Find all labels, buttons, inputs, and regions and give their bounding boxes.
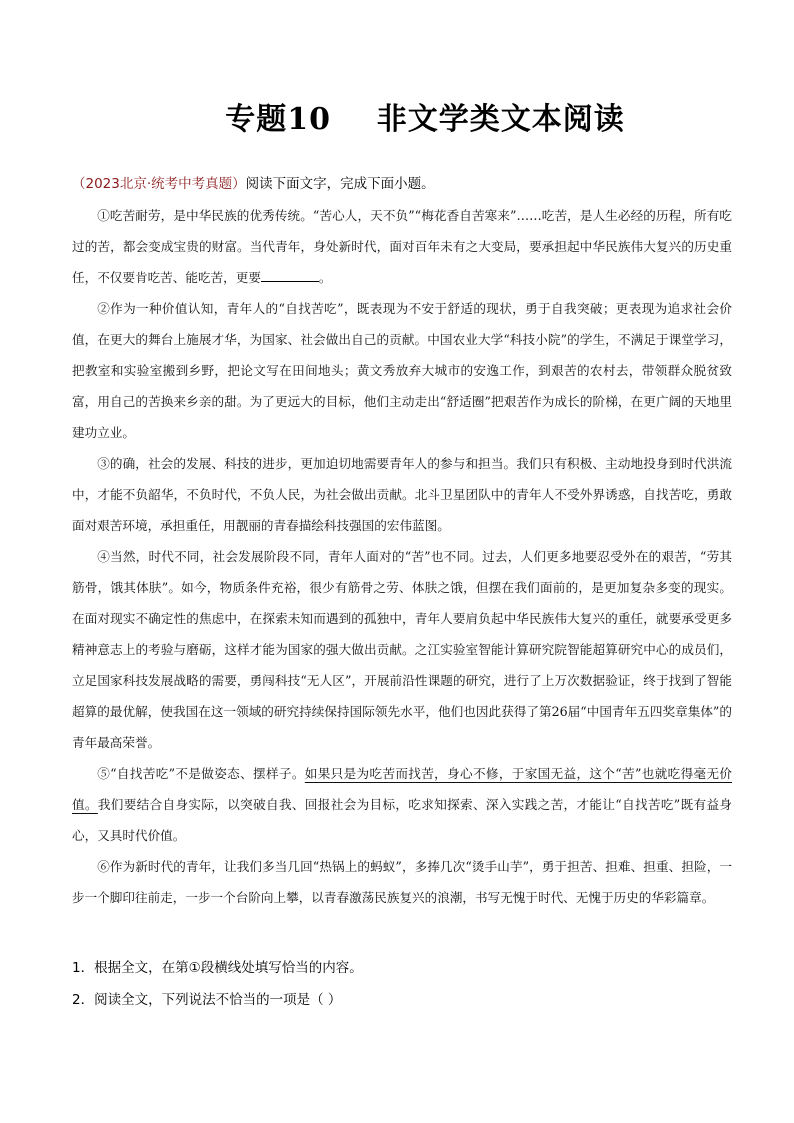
paragraph-3: ③的确，社会的发展、科技的进步，更加迫切地需要青年人的参与和担当。我们只有积极、主动地投身到时代洪流中，才能不负韶华，不负时代，不负人民，为社会做出贡献。北斗卫星团队中的青年人不受外界诱惑，自找苦吃，勇敢面对艰苦环境，承担重任，用靓丽的青春描绘科技强国的宏伟蓝图。: [72, 456, 732, 533]
paragraph-5: [72, 758, 732, 851]
instruction-text: 阅读下面文字，完成下面小题。: [245, 176, 435, 192]
question-2: 2．阅读全文，下列说法不恰当的一项是（ ）: [72, 992, 342, 1008]
question-1: 1．根据全文，在第①段横线处填写恰当的内容。: [72, 960, 363, 976]
fill-blank: [261, 267, 319, 282]
underlined-sentence: 如果只是为吃苦而找苦，身心不修，于家国无益，这个“苦”也就吃得毫无价值。: [72, 766, 732, 812]
paragraph-2: ②作为一种价值认知，青年人的“自找苦吃”，既表现为不安于舒适的现状，勇于自我突破；更表现为追求社会价值，在更大的舞台上施展才华，为国家、社会做出自己的贡献。中国农业大学“科技小院”的学生，不满足于课堂学习，把教室和实验室搬到乡野，把论文写在田间地头；黄文秀放弃大城市的安逸工作，到艰苦的农村去，带领群众脱贫致富，用自己的苦换来乡亲的甜。为了更远大的目标，他们主动走出“舒适圈”把艰苦作为成长的阶梯，在更广阔的天地里建功立业。: [72, 301, 732, 440]
passage-body: [72, 200, 732, 913]
paragraph-1-text: ①吃苦耐劳，是中华民族的优秀传统。“苦心人，天不负”“梅花香自苦寒来”……吃苦，是人生必经的历程，所有吃过的苦，都会变成宝贵的财富。当代青年，身处新时代，面对百年未有之大变局，要承担起中华民族伟大复兴的历史重任，不仅要肯吃苦、能吃苦，更要: [72, 208, 732, 285]
paragraph-1-end: 。: [318, 270, 332, 285]
paragraph-4: ④当然，时代不同，社会发展阶段不同，青年人面对的“苦”也不同。过去，人们更多地要忍受外在的艰苦，“劳其筋骨，饿其体肤”。如今，物质条件充裕，很少有筋骨之劳、体肤之饿，但摆在我们面前的，是更加复杂多变的现实。在面对现实不确定性的焦虑中，在探索未知而遇到的孤独中，青年人要肩负起中华民族伟大复兴的重任，就要承受更多精神意志上的考验与磨砺，这样才能为国家的强大做出贡献。之江实验室智能计算研究院智能超算研究中心的成员们，立足国家科技发展战略的需要，勇闯科技“无人区”，开展前沿性课题的研究，进行了上万次数据验证，终于找到了智能超算的最优解，使我国在这一领域的研究持续保持国际领先水平，他们也因此获得了第26届“中国青年五四奖章集体”的青年最高荣誉。: [72, 549, 732, 750]
paragraph-5-text: ⑤“自找苦吃”不是做姿态、摆样子。: [97, 766, 305, 781]
paragraph-1: [72, 200, 732, 293]
question-intro: [72, 172, 732, 192]
source-label: （2023北京·统考中考真题）: [72, 176, 246, 192]
page-title: 专题10 非文学类文本阅读: [225, 102, 625, 137]
paragraph-6: ⑥作为新时代的青年，让我们多当几回“热锅上的蚂蚁”，多捧几次“烫手山芋”，勇于担苦、担难、担重、担险，一步一个脚印往前走，一步一个台阶向上攀，以青春激荡民族复兴的浪潮，书写无愧于时代、无愧于历史的华彩篇章。: [72, 859, 732, 905]
paragraph-5-rest: 我们要结合自身实际，以突破自我、回报社会为目标，吃求知探索、深入实践之苦，才能让“自找苦吃”既有益身心，又具时代价值。: [72, 797, 732, 843]
